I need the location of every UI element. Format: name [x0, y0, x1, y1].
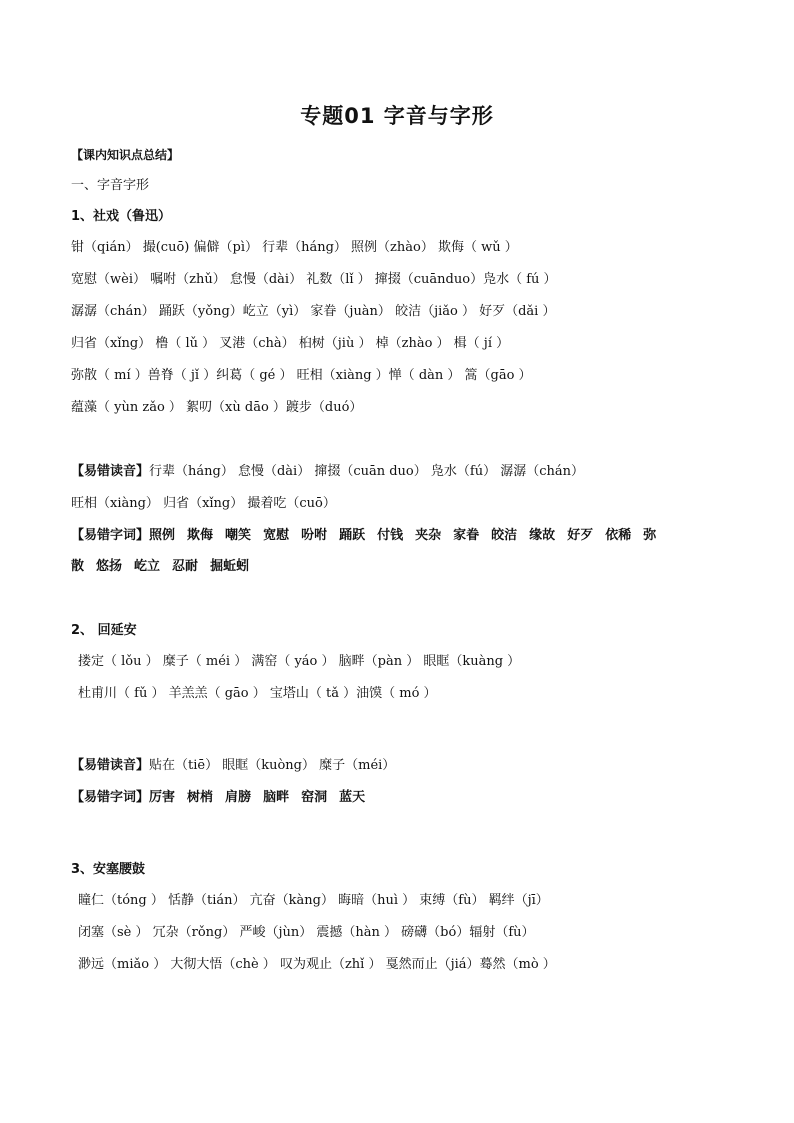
s1-heading: 1、社戏（鲁迅） [71, 209, 172, 224]
s1-easy-write-line-1 [71, 526, 751, 546]
s1-row: 弥散（ mí ）兽脊（ jǐ ）纠葛（ gé ） 旺相（xiàng ）惮（ dàn ） 篙（gāo ） [71, 368, 532, 383]
easy-write-word: 树梢 [187, 790, 214, 805]
easy-write-word: 厉害 [149, 790, 176, 805]
s1-easy-read-line-1 [71, 462, 751, 482]
s2-easy-read-line [71, 756, 751, 776]
easy-write-word: 蓝天 [339, 790, 366, 805]
s1-row: 钳（qián） 撮(cuō) 偏僻（pì） 行辈（háng） 照例（zhào） 欺侮（ wǔ ） [71, 240, 518, 255]
easy-write-word: 付钱 [377, 528, 404, 543]
easy-write-word: 家眷 [453, 528, 480, 543]
easy-write-word: 窑洞 [301, 790, 328, 805]
s2-row: 搂定（ lǒu ） 糜子（ méi ） 满窑（ yáo ） 脑畔（pàn ） 眼眶（kuàng ） [78, 654, 521, 669]
easy-write-word: 屹立 [134, 559, 161, 574]
s2-easy-write-line [71, 788, 751, 808]
easy-write-word: 依稀 [605, 528, 632, 543]
s2-row: 杜甫川（ fǔ ） 羊羔羔（ gāo ） 宝塔山（ tǎ ）油馍（ mó ） [78, 686, 437, 701]
s2-heading: 2、 回延安 [71, 623, 137, 638]
easy-write-label: 【易错字词】 [71, 528, 150, 543]
easy-write-word: 好歹 [567, 528, 594, 543]
s1-row: 宽慰（wèi） 嘱咐（zhǔ） 怠慢（dài） 礼数（lǐ ） 撺掇（cuānduo）凫水（ fú ） [71, 272, 557, 287]
page-title: 专题01 字音与字形 [300, 104, 494, 128]
easy-write-word: 悠扬 [96, 559, 123, 574]
easy-read-label: 【易错读音】 [71, 758, 150, 773]
easy-write-word: 散 [71, 559, 85, 574]
easy-read-text: 贴在（tiē） 眼眶（kuòng） 糜子（méi） [149, 758, 396, 773]
easy-write-word: 皎洁 [491, 528, 518, 543]
easy-write-word: 肩膀 [225, 790, 252, 805]
easy-read-label: 【易错读音】 [71, 464, 150, 479]
easy-write-word: 夹杂 [415, 528, 442, 543]
easy-write-word: 缘故 [529, 528, 556, 543]
easy-write-word: 踊跃 [339, 528, 366, 543]
easy-write-word: 吩咐 [301, 528, 328, 543]
easy-write-word: 欺侮 [187, 528, 214, 543]
section-header: 【课内知识点总结】 [71, 148, 180, 162]
easy-write-word: 忍耐 [172, 559, 199, 574]
s3-row: 闭塞（sè ） 冗杂（rǒng） 严峻（jùn） 震撼（hàn ） 磅礴（bó）辐射（fù） [78, 925, 535, 940]
s3-row: 渺远（miǎo ） 大彻大悟（chè ） 叹为观止（zhǐ ） 戛然而止（jiá）蓦然（mò ） [78, 957, 556, 972]
s3-heading: 3、安塞腰鼓 [71, 862, 146, 877]
easy-write-word: 弥 [643, 528, 657, 543]
easy-write-word: 照例 [149, 528, 176, 543]
easy-write-word: 掘蚯蚓 [210, 559, 250, 574]
s1-easy-read-line-2: 旺相（xiàng） 归省（xǐng） 撮着吃（cuō） [71, 496, 336, 511]
easy-write-word: 脑畔 [263, 790, 290, 805]
easy-write-label: 【易错字词】 [71, 790, 150, 805]
s1-easy-write-line-2 [71, 557, 751, 577]
s3-row: 瞳仁（tóng ） 恬静（tián） 亢奋（kàng） 晦暗（huì ） 束缚（fù） 羁绊（jī） [78, 893, 549, 908]
subsection-title: 一、字音字形 [71, 178, 150, 193]
s1-row: 潺潺（chán） 踊跃（yǒng）屹立（yì） 家眷（juàn） 皎洁（jiǎo ） 好歹（dǎi ） [71, 304, 556, 319]
easy-read-text: 行辈（háng） 怠慢（dài） 撺掇（cuān duo） 凫水（fú） 潺潺（chán） [149, 464, 584, 479]
s1-row: 归省（xǐng） 橹（ lǔ ） 叉港（chà） 桕树（jiù ） 棹（zhào ） 楫（ jí ） [71, 336, 510, 351]
s1-row: 蕴藻（ yùn zǎo ） 絮叨（xù dāo ）踱步（duó） [71, 400, 363, 415]
easy-write-word: 宽慰 [263, 528, 290, 543]
easy-write-word: 嘲笑 [225, 528, 252, 543]
